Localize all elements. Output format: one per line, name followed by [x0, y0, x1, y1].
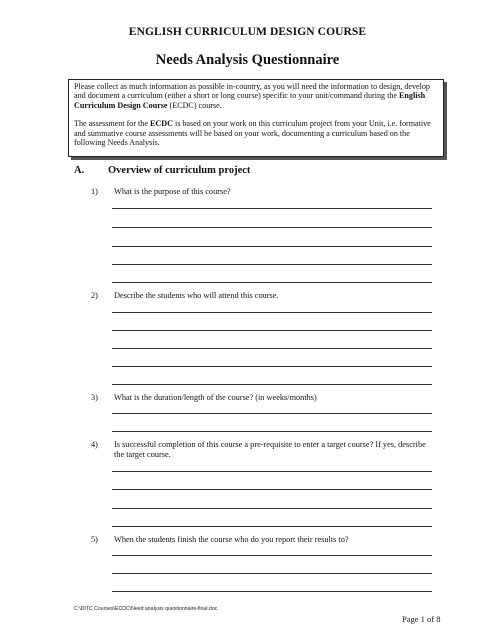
ecdc-bold: ECDC	[149, 119, 173, 129]
answer-line[interactable]	[112, 227, 432, 228]
answer-line[interactable]	[112, 413, 432, 414]
answer-line[interactable]	[112, 348, 432, 349]
answer-line[interactable]	[112, 508, 432, 509]
answer-line[interactable]	[112, 471, 432, 472]
section-title: Overview of curriculum project	[108, 165, 251, 176]
course-name-bold: English Curriculum Design Course	[74, 91, 426, 110]
document-subtitle: Needs Analysis Questionnaire	[155, 52, 340, 68]
question-text: Is successful completion of this course a pre-requisite to enter a target course? If yes, describe the target course.	[114, 440, 426, 459]
answer-line[interactable]	[112, 591, 432, 592]
intro-paragraph-1: Please collect as much information as possible in-country, as you will need the information to design, develop and document a curriculum (either a short or long course) specific to your unit/command during the English Curriculum Design Course (ECDC) course.	[74, 82, 430, 110]
answer-line[interactable]	[112, 208, 432, 209]
answer-line[interactable]	[112, 312, 432, 313]
question-number: 2)	[91, 291, 98, 300]
intro-paragraph-2: The assessment for the ECDC is based on your work on this curriculum project from your Unit, i.e. formative and summative course assessments will be based on your work, documenting a curriculum based on the following Needs Analysis.	[74, 119, 431, 148]
question-number: 4)	[91, 440, 98, 449]
question-text: What is the purpose of this course?	[114, 187, 231, 196]
question-text: What is the duration/length of the course? (in weeks/months)	[114, 393, 317, 402]
footer-file-path: C:\DITC Courses\ECDC\Need analysis questionnaire-final.doc	[74, 606, 218, 612]
answer-line[interactable]	[112, 573, 432, 574]
answer-line[interactable]	[112, 246, 432, 247]
question-text: When the students finish the course who do you report their results to?	[114, 535, 349, 544]
question-number: 1)	[91, 187, 98, 196]
intro-box	[68, 79, 444, 157]
answer-line[interactable]	[112, 366, 432, 367]
answer-line[interactable]	[112, 264, 432, 265]
page-number: Page 1 of 8	[402, 614, 441, 624]
question-text: Describe the students who will attend this course.	[114, 291, 279, 300]
question-number: 5)	[91, 535, 98, 544]
answer-line[interactable]	[112, 384, 432, 385]
answer-line[interactable]	[112, 526, 432, 527]
answer-line[interactable]	[112, 282, 432, 283]
section-heading	[74, 165, 250, 176]
answer-line[interactable]	[112, 330, 432, 331]
section-letter: A.	[74, 165, 85, 176]
answer-line[interactable]	[112, 489, 432, 490]
document-title: ENGLISH CURRICULUM DESIGN COURSE	[128, 26, 367, 38]
answer-line[interactable]	[112, 431, 432, 432]
answer-line[interactable]	[112, 555, 432, 556]
question-number: 3)	[91, 393, 98, 402]
